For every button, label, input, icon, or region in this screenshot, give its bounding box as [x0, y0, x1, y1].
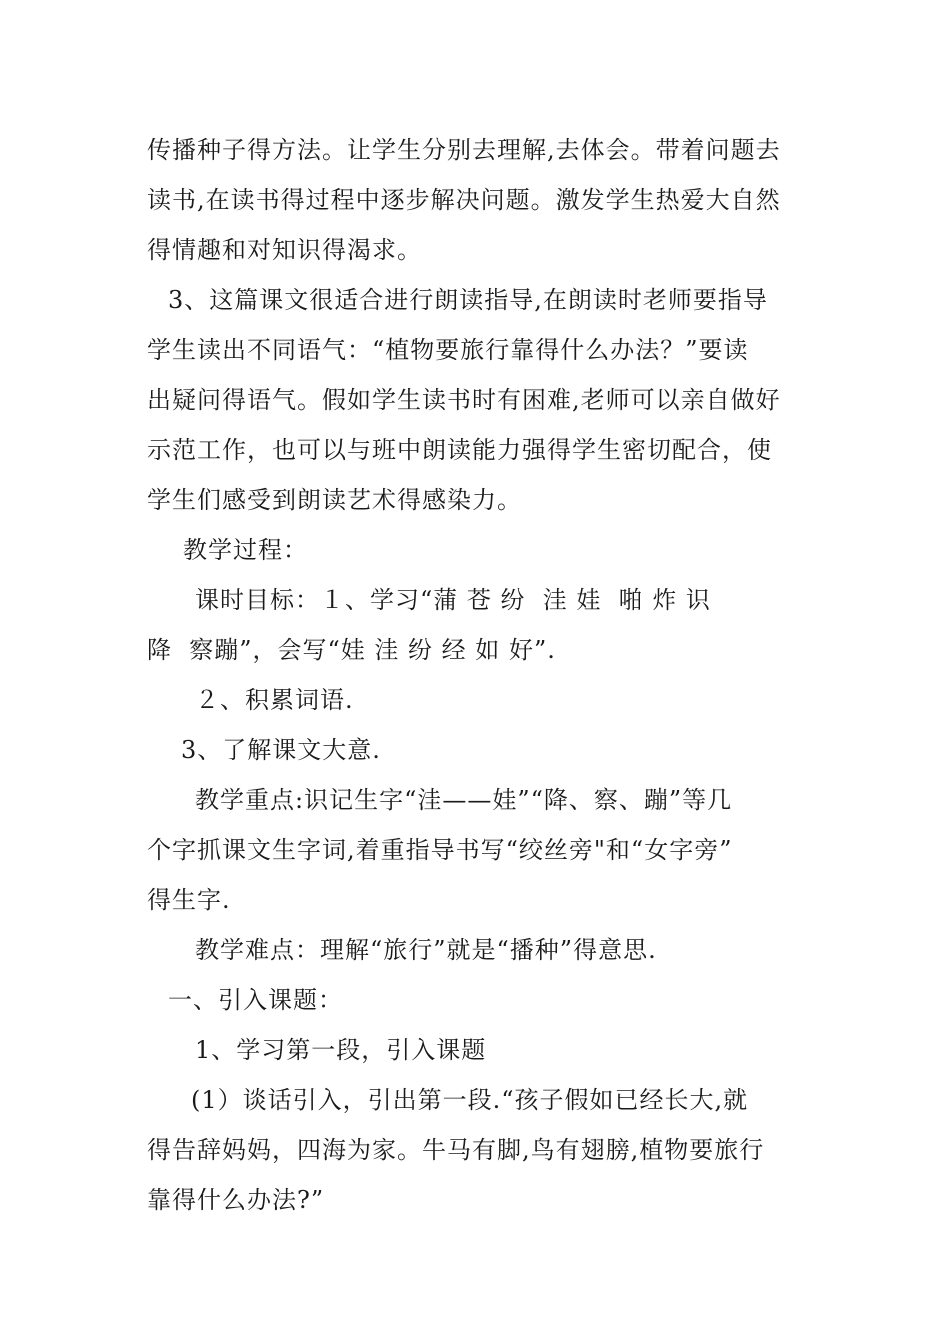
objectives-line-2: 降 察蹦”，会写“娃 洼 纷 经 如 好”.	[147, 636, 556, 664]
section-1-heading: 一、引入课题：	[168, 986, 343, 1014]
paragraph-2-line-4: 示范工作，也可以与班中朗读能力强得学生密切配合，使	[147, 436, 772, 464]
paragraph-2-line-5: 学生们感受到朗读艺术得感染力。	[147, 486, 522, 514]
paragraph-2-line-3: 出疑问得语气。假如学生读书时有困难,老师可以亲自做好	[147, 386, 781, 414]
paragraph-1-line-2: 读书,在读书得过程中逐步解决问题。激发学生热爱大自然	[147, 186, 781, 214]
section-1-step-1-1-line-3: 靠得什么办法?”	[147, 1186, 325, 1214]
key-points-line-2: 个字抓课文生字词,着重指导书写“绞丝旁"和“女字旁”	[147, 836, 733, 864]
key-points-line-1: 教学重点:识记生字“洼——娃”“降、察、蹦”等几	[195, 786, 733, 814]
objectives-item-2: ２、积累词语.	[195, 686, 354, 714]
section-1-step-1-1-line-1: (1）谈话引入，引出第一段.“孩子假如已经长大,就	[191, 1086, 749, 1114]
section-1-step-1: 1、学习第一段，引入课题	[195, 1036, 487, 1064]
difficulty-line: 教学难点：理解“旅行”就是“播种”得意思.	[195, 936, 657, 964]
paragraph-2-line-1: 3、这篇课文很适合进行朗读指导,在朗读时老师要指导	[168, 286, 768, 314]
section-1-step-1-1-line-2: 得告辞妈妈，四海为家。牛马有脚,鸟有翅膀,植物要旅行	[147, 1136, 765, 1164]
objectives-line-1: 课时目标：１、学习“蒲 苍 纷 洼 娃 啪 炸 识	[195, 586, 711, 614]
paragraph-1-line-3: 得情趣和对知识得渴求。	[147, 236, 422, 264]
process-heading: 教学过程：	[183, 536, 308, 564]
paragraph-2-line-2: 学生读出不同语气：“植物要旅行靠得什么办法？”要读	[147, 336, 749, 364]
objectives-item-3: 3、了解课文大意.	[181, 736, 381, 764]
paragraph-1-line-1: 传播种子得方法。让学生分别去理解,去体会。带着问题去	[147, 136, 781, 164]
key-points-line-3: 得生字.	[147, 886, 231, 914]
